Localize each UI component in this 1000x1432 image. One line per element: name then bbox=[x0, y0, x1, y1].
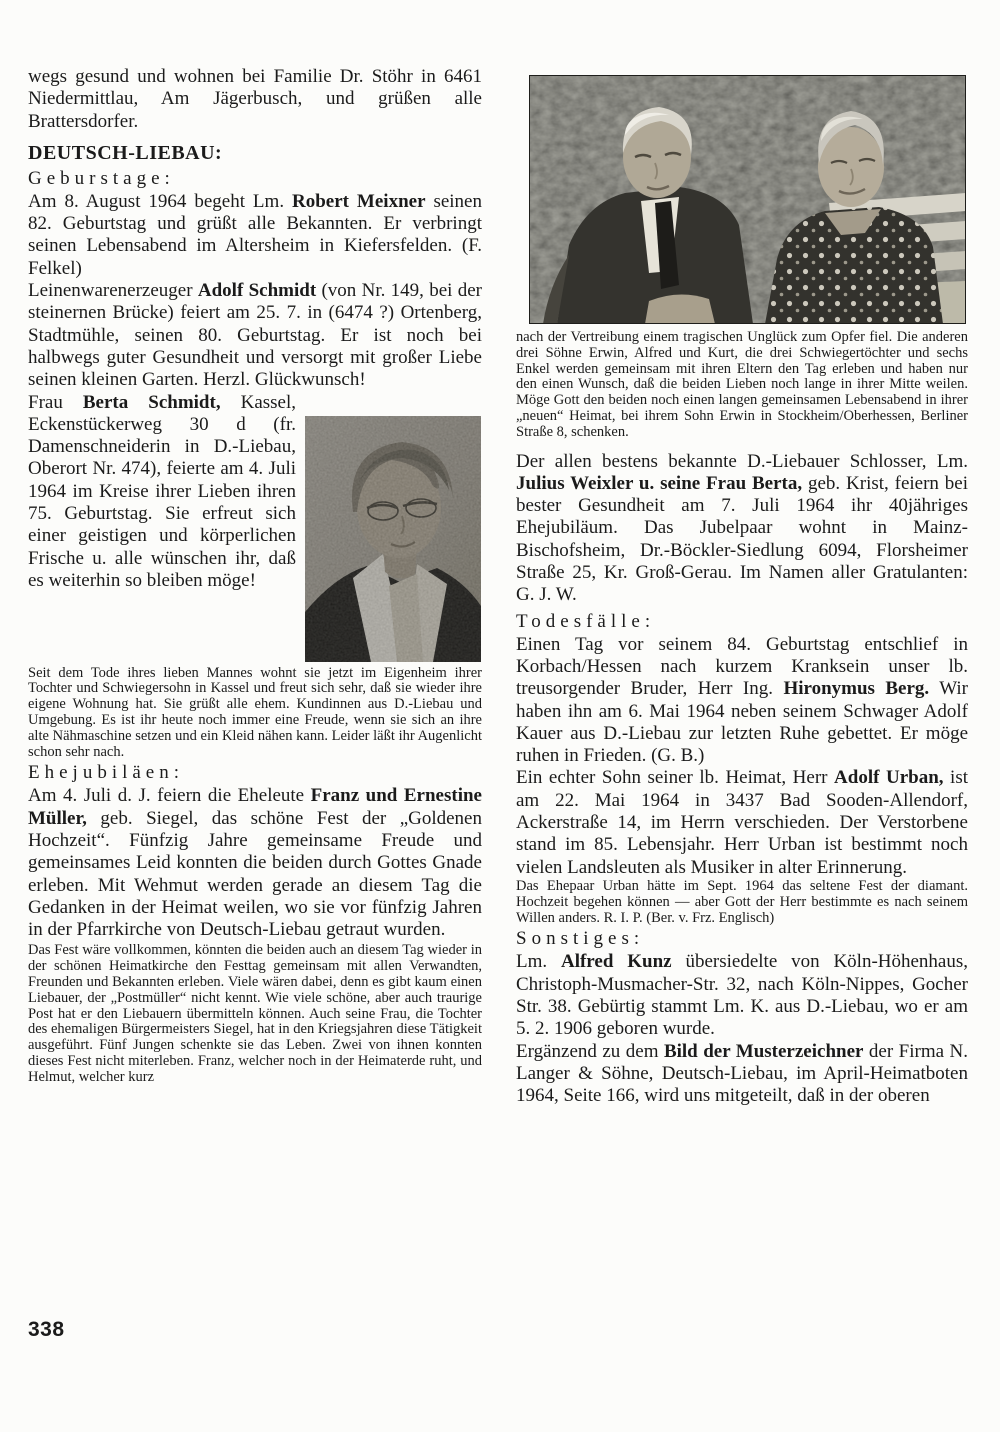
page-number: 338 bbox=[28, 1318, 65, 1341]
portrait-photo-illustration bbox=[305, 416, 481, 662]
subheader-todesfaelle: Todesfälle: bbox=[516, 610, 656, 632]
paragraph-mueller-small: Das Fest wäre vollkommen, könnten die beiden auch an diesem Tag wieder in der schönen Heimatkirche den Festtag gemeinsam mit allen Verwandten, Freunden und Bekannten erleben. Viele wären dabei, denn es gibt kaum einen Liebauer, der „Postmüller“ nicht kennt. Wie viele schöne, aber auch traurige Post hat er den Liebauern übermitteln können. Auch seine Frau, die Tochter des ehemaligen Bürgermeisters Siegel, hat in den Kriegsjahren diese Tätigkeit ausgeführt. Fünf Jungen schenkte sie das Leben. Zwei von ihnen konnten dieses Fest nicht miterleben. Franz, welcher noch in der Heimaterde ruht, und Helmut, welcher kurz bbox=[28, 942, 482, 1085]
berta-schmidt-block bbox=[28, 392, 482, 666]
photo-weixler-couple bbox=[529, 75, 966, 324]
paragraph-adolf-urban: Ein echter Sohn seiner lb. Heimat, Herr Adolf Urban, ist am 22. Mai 1964 in 3437 Bad Sooden-Allendorf, Ackerstraße 14, im Herrn verschieden. Der Verstorbene stand im 85. Lebensjahr. Herr Urban ist bestimmt noch vielen Landsleuten als Musiker in alter Erinnerung. bbox=[516, 767, 969, 878]
paragraph-photo-caption: nach der Vertreibung einem tragischen Unglück zum Opfer fiel. Die anderen drei Söhne Erwin, Alfred und Kurt, die drei Schwiegertöchter und sechs Enkel werden gemeinsam mit ihren Eltern den Tag erleben und haben nur den einen Wunsch, daß die beiden Lieben noch lange in ihrer Mitte weilen. Möge Gott den beiden noch einen langen gemeinsamen Lebensabend in ihrer „neuen“ Heimat, bei ihrem Sohn Erwin in Stockheim/Oberhessen, Berliner Straße 8, schenken. bbox=[516, 329, 968, 440]
right-column bbox=[516, 66, 968, 1107]
section-header-deutsch-liebau: DEUTSCH-LIEBAU: bbox=[28, 141, 223, 164]
subheader-ehejubilaeen: Ehejubiläen: bbox=[28, 762, 185, 784]
couple-photo-illustration bbox=[529, 75, 966, 324]
paragraph-hironymus-berg: Einen Tag vor seinem 84. Geburtstag entschlief in Korbach/Hessen nach kurzem Kranksein unser lb. treusorgender Bruder, Herr Ing. Hironymus Berg. Wir haben ihn am 6. Mai 1964 neben seinem Schwager Adolf Kauer aus D.-Liebau zur letzten Ruhe gebettet. Er möge ruhen in Frieden. (G. B.) bbox=[516, 633, 969, 767]
paragraph-adolf-schmidt: Leinenwarenerzeuger Adolf Schmidt (von Nr. 149, bei der steinernen Brücke) feiert am 25. 7. in (6474 ?) Ortenberg, Stadtmühle, seinen 80. Geburtstag. Er ist noch bei halbwegs guter Gesundheit und versorgt mit großer Liebe seinen kleinen Garten. Herzl. Glückwunsch! bbox=[28, 280, 482, 391]
paragraph-stoehr-continuation: wegs gesund und wohnen bei Familie Dr. Stöhr in 6461 Niedermittlau, Am Jägerbusch, und grüßen alle Brattersdorfer. bbox=[28, 66, 482, 132]
left-column bbox=[28, 66, 482, 1086]
paragraph-urban-small: Das Ehepaar Urban hätte im Sept. 1964 das seltene Fest der diamant. Hochzeit begehen können — aber Gott der Herr bestimmte es nach seinem Willen anders. R. I. P. (Ber. v. Frz. Englisch) bbox=[516, 877, 968, 926]
paragraph-alfred-kunz: Lm. Alfred Kunz übersiedelte von Köln-Höhenhaus, Christoph-Musmacher-Str. 32, nach Köln-Nippes, Gocher Str. 38. Gebürtig stammt Lm. K. aus D.-Liebau, wo er am 5. 2. 1906 geboren wurde. bbox=[516, 951, 968, 1040]
paragraph-berta-schmidt: Frau Berta Schmidt, Kassel, Eckenstückerweg 30 d (fr. Damenschneiderin in D.-Liebau, Oberort Nr. 474), feierte am 4. Juli 1964 im Kreise ihrer Lieben ihren 75. Geburtstag. Sie erfreut sich einer geistigen und körperlichen Frische u. alle wünschen ihr, daß es weiterhin so bleiben möge! bbox=[28, 391, 297, 591]
paragraph-robert-meixner: Am 8. August 1964 begeht Lm. Robert Meixner seinen 82. Geburtstag und grüßt alle Bekannten. Er verbringt seinen Lebensabend im Altersheim in Kiefersfelden. (F. Felkel) bbox=[28, 190, 482, 279]
paragraph-berta-schmidt-small: Seit dem Tode ihres lieben Mannes wohnt sie jetzt im Eigenheim ihrer Tochter und Schwiegersohn in Kassel und freut sich sehr, daß sie wieder ihre eigene Wohnung hat. Sie grüßt alle ehem. Kundinnen aus D.-Liebau und Umgebung. Es ist ihr heute noch immer eine Freude, wenn sie sich an ihre alte Nähmaschine setzen und ein Kleid nähen kann. Leider läßt ihr Augenlicht schon sehr nach. bbox=[28, 664, 482, 760]
paragraph-julius-weixler: Der allen bestens bekannte D.-Liebauer Schlosser, Lm. Julius Weixler u. seine Frau Berta, geb. Krist, feiern bei bester Gesundheit am 7. Juli 1964 ihr 40jähriges Ehejubiläum. Das Jubelpaar wohnt in Mainz-Bischofsheim, Dr.-Böckler-Siedlung 6094, Florsheimer Straße 25, Kr. Groß-Gerau. Im Namen aller Gratulanten: G. J. W. bbox=[516, 450, 968, 606]
paragraph-mueller-goldene-hochzeit: Am 4. Juli d. J. feiern die Eheleute Franz und Ernestine Müller, geb. Siegel, das schöne Fest der „Goldenen Hochzeit“. Fünfzig Jahre gemeinsame Freude und gemeinsames Leid konnten die beiden durch Gottes Gnade erleben. Mit Wehmut werden gerade an diesem Tag die Gedanken in der Heimat weilen, wo sie vor fünfzig Jahren in der Pfarrkirche von Deutsch-Liebau getraut wurden. bbox=[28, 785, 482, 941]
subheader-sonstiges: Sonstiges: bbox=[516, 928, 645, 950]
subheader-geburtstage: Geburstage: bbox=[28, 167, 175, 189]
photo-berta-schmidt bbox=[305, 416, 481, 662]
paragraph-musterzeichner: Ergänzend zu dem Bild der Musterzeichner der Firma N. Langer & Söhne, Deutsch-Liebau, im April-Heimatboten 1964, Seite 166, wird uns mitgeteilt, daß in der oberen bbox=[516, 1040, 968, 1107]
